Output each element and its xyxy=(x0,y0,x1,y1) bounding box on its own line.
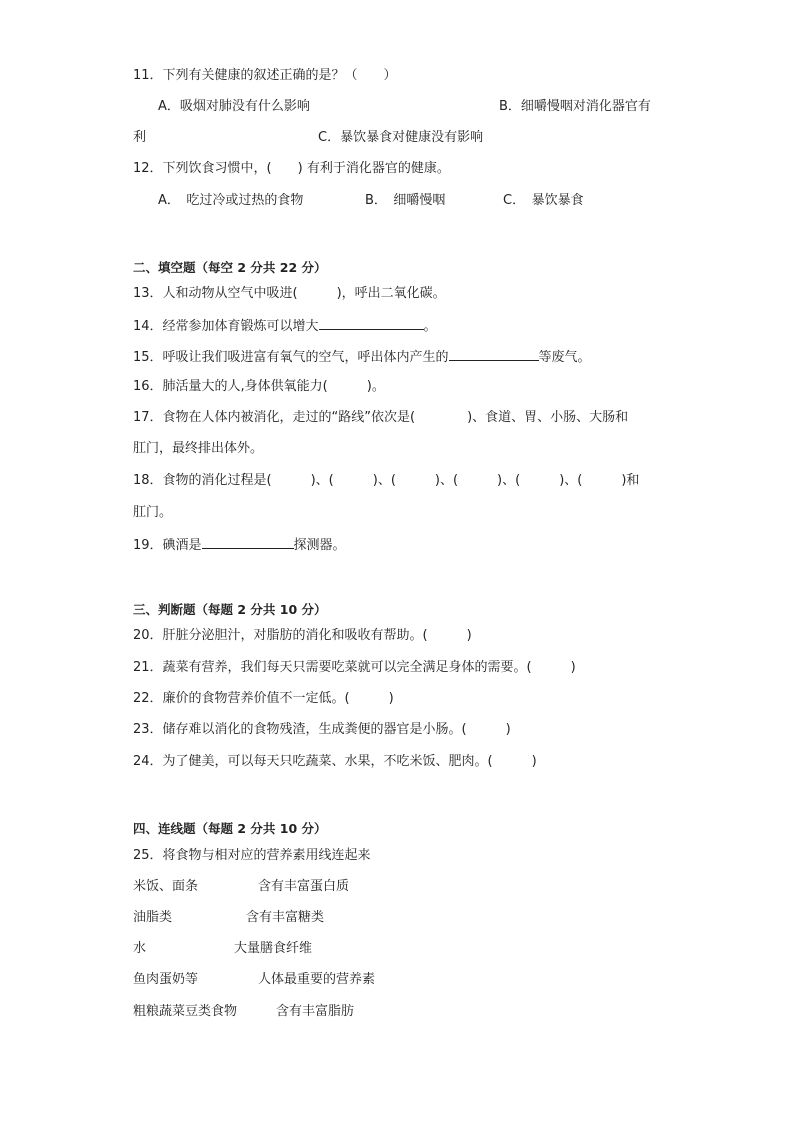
q16: 16．肺活量大的人,身体供氧能力( )。 xyxy=(133,379,385,394)
q12-option-a: A． 吃过冷或过热的食物 xyxy=(158,193,304,208)
q12-option-b: B． 细嚼慢咽 xyxy=(365,193,446,208)
section4-title: 四、连线题（每题 2 分共 10 分） xyxy=(133,821,327,836)
q13: 13．人和动物从空气中吸进( )，呼出二氧化碳。 xyxy=(133,286,446,301)
q14-text: 14．经常参加体育锻炼可以增大 xyxy=(133,319,319,334)
q11-option-b-continued: 利 xyxy=(133,130,147,145)
match-left-item[interactable]: 鱼肉蛋奶等 xyxy=(133,972,199,987)
q18-line1: 18．食物的消化过程是( )、( )、( )、( )、( )、( )和 xyxy=(133,473,640,488)
q11-option-b: B．细嚼慢咽对消化器官有 xyxy=(499,99,651,114)
q25: 25．将食物与相对应的营养素用线连起来 xyxy=(133,848,371,863)
q14-end: 。 xyxy=(423,319,437,334)
q12-option-c: C． 暴饮暴食 xyxy=(503,193,584,208)
q15-text: 15．呼吸让我们吸进富有氧气的空气，呼出体内产生的 xyxy=(133,350,449,365)
match-right-item[interactable]: 人体最重要的营养素 xyxy=(258,972,376,987)
q19-blank[interactable] xyxy=(202,535,294,549)
match-right-item[interactable]: 含有丰富糖类 xyxy=(246,910,325,925)
q11-option-c: C．暴饮暴食对健康没有影响 xyxy=(318,130,484,145)
q19-text: 19．碘酒是 xyxy=(133,538,202,553)
q11-stem: 11．下列有关健康的叙述正确的是？（ ） xyxy=(133,68,397,83)
match-right-item[interactable]: 含有丰富脂肪 xyxy=(276,1004,355,1019)
q18-line2: 肛门。 xyxy=(133,505,173,520)
q22: 22．廉价的食物营养价值不一定低。( ) xyxy=(133,691,394,706)
q14 xyxy=(133,316,437,336)
q19-end: 探测器。 xyxy=(293,538,346,553)
match-left-item[interactable]: 米饭、面条 xyxy=(133,879,199,894)
q23: 23．储存难以消化的食物残渣，生成粪便的器官是小肠。( ) xyxy=(133,722,511,737)
match-left-item[interactable]: 水 xyxy=(133,941,147,956)
q17-line1: 17．食物在人体内被消化，走过的“路线”依次是( )、食道、胃、小肠、大肠和 xyxy=(133,410,629,425)
match-right-item[interactable]: 大量膳食纤维 xyxy=(234,941,313,956)
section2-title: 二、填空题（每空 2 分共 22 分） xyxy=(133,260,327,275)
q14-blank[interactable] xyxy=(319,316,424,330)
q15-blank[interactable] xyxy=(449,347,539,361)
q15 xyxy=(133,347,591,367)
q21: 21．蔬菜有营养，我们每天只需要吃菜就可以完全满足身体的需要。( ) xyxy=(133,660,576,675)
q11-option-a: A．吸烟对肺没有什么影响 xyxy=(158,99,310,114)
q12-stem: 12．下列饮食习惯中，( ) 有利于消化器官的健康。 xyxy=(133,161,450,176)
q19 xyxy=(133,535,346,555)
q20: 20．肝脏分泌胆汁，对脂肪的消化和吸收有帮助。( ) xyxy=(133,628,472,643)
match-right-item[interactable]: 含有丰富蛋白质 xyxy=(258,879,350,894)
q17-line2: 肛门，最终排出体外。 xyxy=(133,441,264,456)
match-left-item[interactable]: 油脂类 xyxy=(133,910,173,925)
q24: 24．为了健美，可以每天只吃蔬菜、水果，不吃米饭、肥肉。( ) xyxy=(133,754,537,769)
q15-end: 等废气。 xyxy=(538,350,591,365)
section3-title: 三、判断题（每题 2 分共 10 分） xyxy=(133,602,327,617)
match-left-item[interactable]: 粗粮蔬菜豆类食物 xyxy=(133,1004,238,1019)
